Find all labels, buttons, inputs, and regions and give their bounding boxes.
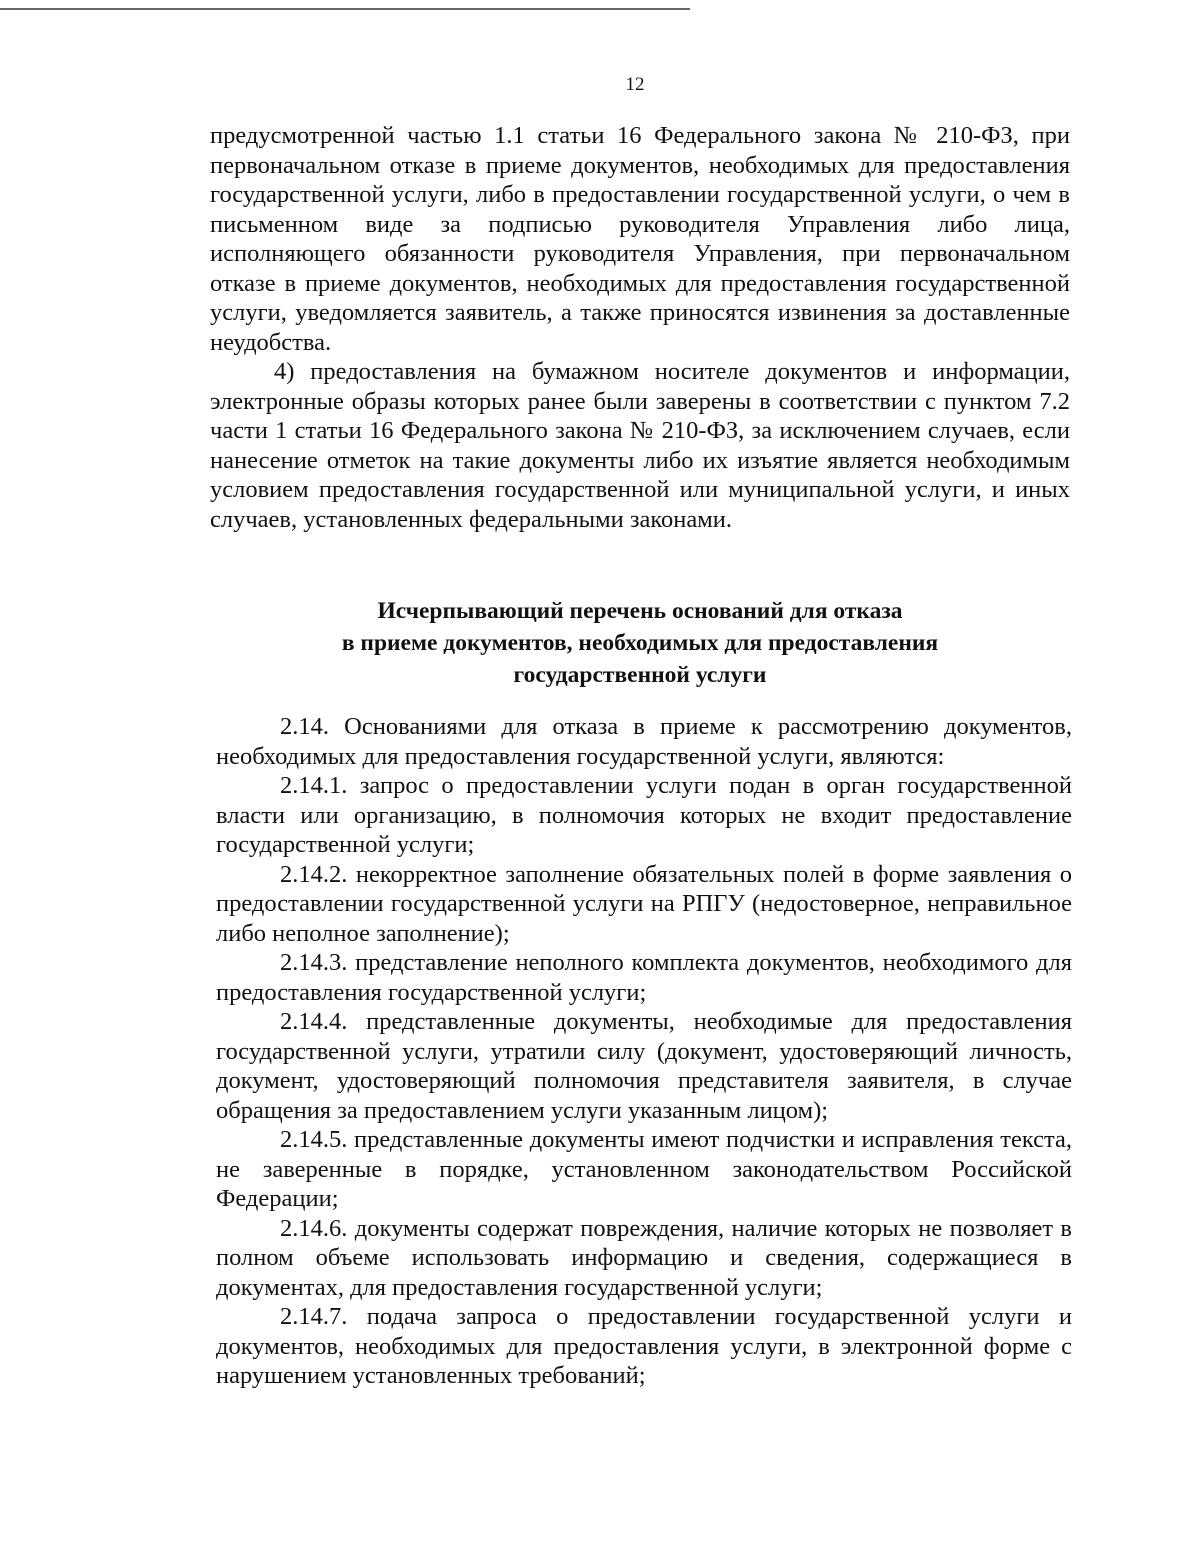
heading-line-2: в приеме документов, необходимых для предоставления <box>341 630 939 656</box>
item-4-paragraph: 4) предоставления на бумажном носителе документов и информации, электронные образы которых ранее были заверены в соответствии с пунктом 7.2 части 1 статьи 16 Федерального закона № 210-ФЗ, за исключением случаев, если нанесение отметок на такие документы либо их изъятие является необходимым условием предоставления государственной или муниципальной услуги, и иных случаев, установленных федеральными законами. <box>210 358 1070 533</box>
top-text-block <box>210 121 1070 534</box>
list-item: 2.14.2. некорректное заполнение обязательных полей в форме заявления о предоставлении государственной услуги на РПГУ (недостоверное, неправильное либо неполное заполнение); <box>216 860 1072 947</box>
list-item: 2.14.6. документы содержат повреждения, наличие которых не позволяет в полном объеме использовать информацию и сведения, содержащиеся в документах, для предоставления государственной услуги; <box>216 1214 1072 1301</box>
list-item: 2.14.1. запрос о предоставлении услуги подан в орган государственной власти или организацию, в полномочия которых не входит предоставление государственной услуги; <box>216 772 1072 858</box>
page-number: 12 <box>625 74 645 95</box>
list-item: 2.14.5. представленные документы имеют подчистки и исправления текста, не заверенные в порядке, установленном законодательством Российской Федерации; <box>216 1126 1072 1212</box>
section-heading <box>230 595 1050 691</box>
continuation-paragraph: предусмотренной частью 1.1 статьи 16 Федерального закона № 210-ФЗ, при первоначальном отказе в приеме документов, необходимых для предоставления государственной услуги, либо в предоставлении государственной услуги, о чем в письменном виде за подписью руководителя Управления либо лица, исполняющего обязанности руководителя Управления, при первоначальном отказе в приеме документов, необходимых для предоставления государственной услуги, уведомляется заявитель, а также приносятся извинения за доставленные неудобства. <box>210 122 1070 356</box>
section-intro-paragraph: 2.14. Основаниями для отказа в приеме к рассмотрению документов, необходимых для предоставления государственной услуги, являются: <box>216 713 1072 770</box>
heading-line-1: Исчерпывающий перечень оснований для отказа <box>377 598 903 624</box>
list-item: 2.14.7. подача запроса о предоставлении государственной услуги и документов, необходимых для предоставления услуги, в электронной форме с нарушением установленных требований; <box>216 1303 1072 1389</box>
list-item: 2.14.3. представление неполного комплекта документов, необходимого для предоставления государственной услуги; <box>216 949 1072 1006</box>
scan-edge-line <box>0 8 690 10</box>
heading-line-3: государственной услуги <box>513 662 767 688</box>
list-item: 2.14.4. представленные документы, необходимые для предоставления государственной услуги, утратили силу (документ, удостоверяющий личность, документ, удостоверяющий полномочия представителя заявителя, в случае обращения за предоставлением услуги указанным лицом); <box>216 1008 1072 1124</box>
grounds-list <box>216 712 1072 1391</box>
